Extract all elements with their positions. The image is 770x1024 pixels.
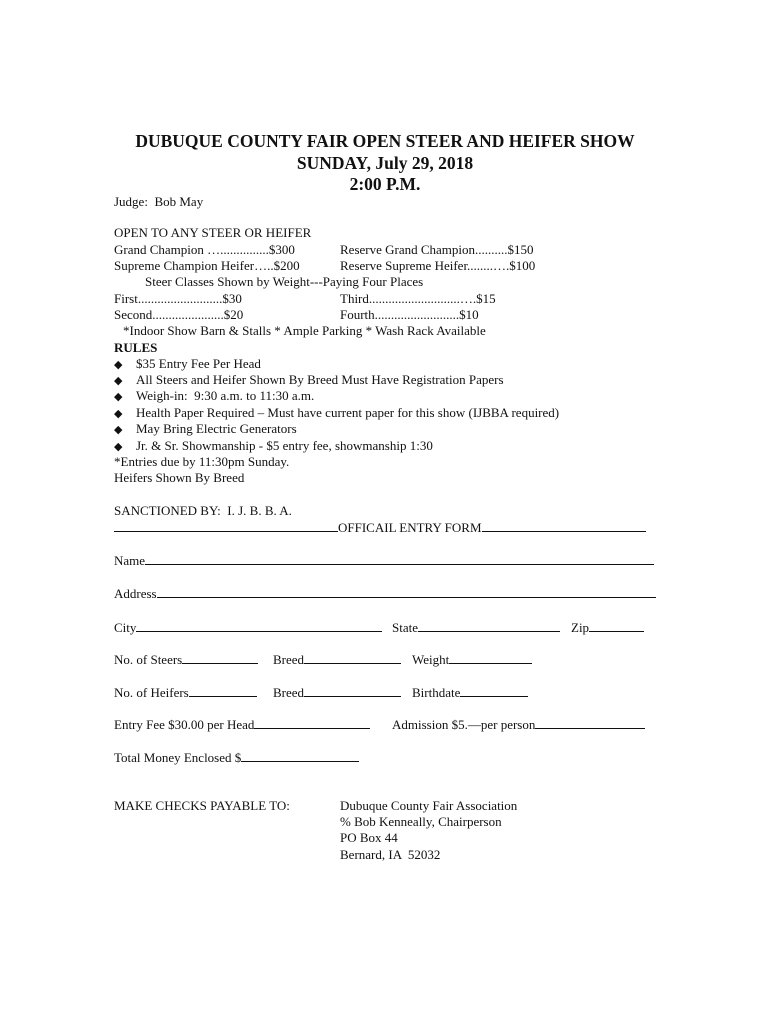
entry-form-title-row (114, 519, 646, 536)
heifers-note: Heifers Shown By Breed (114, 470, 245, 485)
total-label: Total Money Enclosed $ (114, 750, 242, 765)
rules-heading: RULES (114, 340, 158, 355)
total-row (114, 749, 359, 766)
steers-row (114, 651, 258, 668)
name-label: Name (114, 553, 146, 568)
breed-label: Breed (273, 652, 305, 667)
heifers-field[interactable] (189, 684, 257, 697)
entry-form-title: OFFICAIL ENTRY FORM (338, 520, 482, 535)
payable-line-1: Dubuque County Fair Association (340, 798, 518, 813)
city-label: City (114, 620, 137, 635)
birthdate-row (412, 684, 528, 701)
rule-item: All Steers and Heifer Shown By Breed Must Have Registration Papers (136, 372, 504, 387)
judge-line: Judge: Bob May (114, 194, 204, 209)
reserve-grand-champion-prize: Reserve Grand Champion..........$150 (340, 242, 534, 257)
city-field[interactable] (136, 619, 382, 632)
zip-field[interactable] (589, 619, 644, 632)
payable-line-2: % Bob Kenneally, Chairperson (340, 814, 502, 829)
state-field[interactable] (418, 619, 560, 632)
birthdate-label: Birthdate (412, 685, 461, 700)
show-date: SUNDAY, July 29, 2018 (296, 153, 474, 173)
heifer-breed-field[interactable] (304, 684, 401, 697)
heifers-row (114, 684, 257, 701)
bullet-diamond-icon: ◆ (114, 424, 123, 436)
zip-row (571, 619, 644, 636)
heifer-breed-row (273, 684, 401, 701)
rule-item: May Bring Electric Generators (136, 421, 297, 436)
supreme-champion-heifer-prize: Supreme Champion Heifer…..$200 (114, 258, 300, 273)
facilities-note: *Indoor Show Barn & Stalls * Ample Parking * Wash Rack Available (123, 323, 486, 338)
name-field[interactable] (145, 552, 654, 565)
bullet-diamond-icon: ◆ (114, 408, 123, 420)
steer-breed-field[interactable] (304, 651, 401, 664)
rule-item: Weigh-in: 9:30 a.m. to 11:30 a.m. (136, 388, 315, 403)
address-field[interactable] (157, 585, 656, 598)
bullet-diamond-icon: ◆ (114, 391, 123, 403)
name-row (114, 552, 654, 569)
fourth-place-prize: Fourth..........................$10 (340, 307, 479, 322)
admission-label: Admission $5.—per person (392, 717, 536, 732)
steers-label: No. of Steers (114, 652, 183, 667)
weight-label: Weight (412, 652, 450, 667)
show-title: DUBUQUE COUNTY FAIR OPEN STEER AND HEIFER SHOW (135, 131, 635, 151)
state-label: State (392, 620, 418, 635)
total-field[interactable] (241, 749, 359, 762)
birthdate-field[interactable] (460, 684, 528, 697)
bullet-diamond-icon: ◆ (114, 359, 123, 371)
admission-field[interactable] (535, 716, 645, 729)
admission-row (392, 716, 645, 733)
address-label: Address (114, 586, 157, 601)
rule-item: $35 Entry Fee Per Head (136, 356, 261, 371)
breed-label: Breed (273, 685, 305, 700)
payable-line-3: PO Box 44 (340, 830, 398, 845)
rule-item: Health Paper Required – Must have current paper for this show (IJBBA required) (136, 405, 560, 420)
show-time: 2:00 P.M. (349, 174, 421, 194)
steers-field[interactable] (182, 651, 258, 664)
entry-fee-field[interactable] (254, 716, 370, 729)
steer-classes-note: Steer Classes Shown by Weight---Paying Four Places (145, 274, 424, 289)
weight-row (412, 651, 532, 668)
payable-label: MAKE CHECKS PAYABLE TO: (114, 798, 290, 813)
bullet-diamond-icon: ◆ (114, 441, 123, 453)
entry-fee-row (114, 716, 370, 733)
first-place-prize: First..........................$30 (114, 291, 242, 306)
steer-breed-row (273, 651, 401, 668)
heifers-label: No. of Heifers (114, 685, 189, 700)
reserve-supreme-heifer-prize: Reserve Supreme Heifer........….$100 (340, 258, 536, 273)
sanctioned-by: SANCTIONED BY: I. J. B. B. A. (114, 503, 292, 518)
city-row (114, 619, 382, 636)
entry-fee-label: Entry Fee $30.00 per Head (114, 717, 255, 732)
prizes-heading: OPEN TO ANY STEER OR HEIFER (114, 225, 312, 240)
payable-line-4: Bernard, IA 52032 (340, 847, 441, 862)
third-place-prize: Third............................….$15 (340, 291, 496, 306)
state-row (392, 619, 560, 636)
address-row (114, 585, 656, 602)
weight-field[interactable] (449, 651, 532, 664)
second-place-prize: Second......................$20 (114, 307, 244, 322)
entries-due-note: *Entries due by 11:30pm Sunday. (114, 454, 290, 469)
grand-champion-prize: Grand Champion …...............$300 (114, 242, 295, 257)
zip-label: Zip (571, 620, 590, 635)
rule-item: Jr. & Sr. Showmanship - $5 entry fee, showmanship 1:30 (136, 438, 433, 453)
bullet-diamond-icon: ◆ (114, 375, 123, 387)
